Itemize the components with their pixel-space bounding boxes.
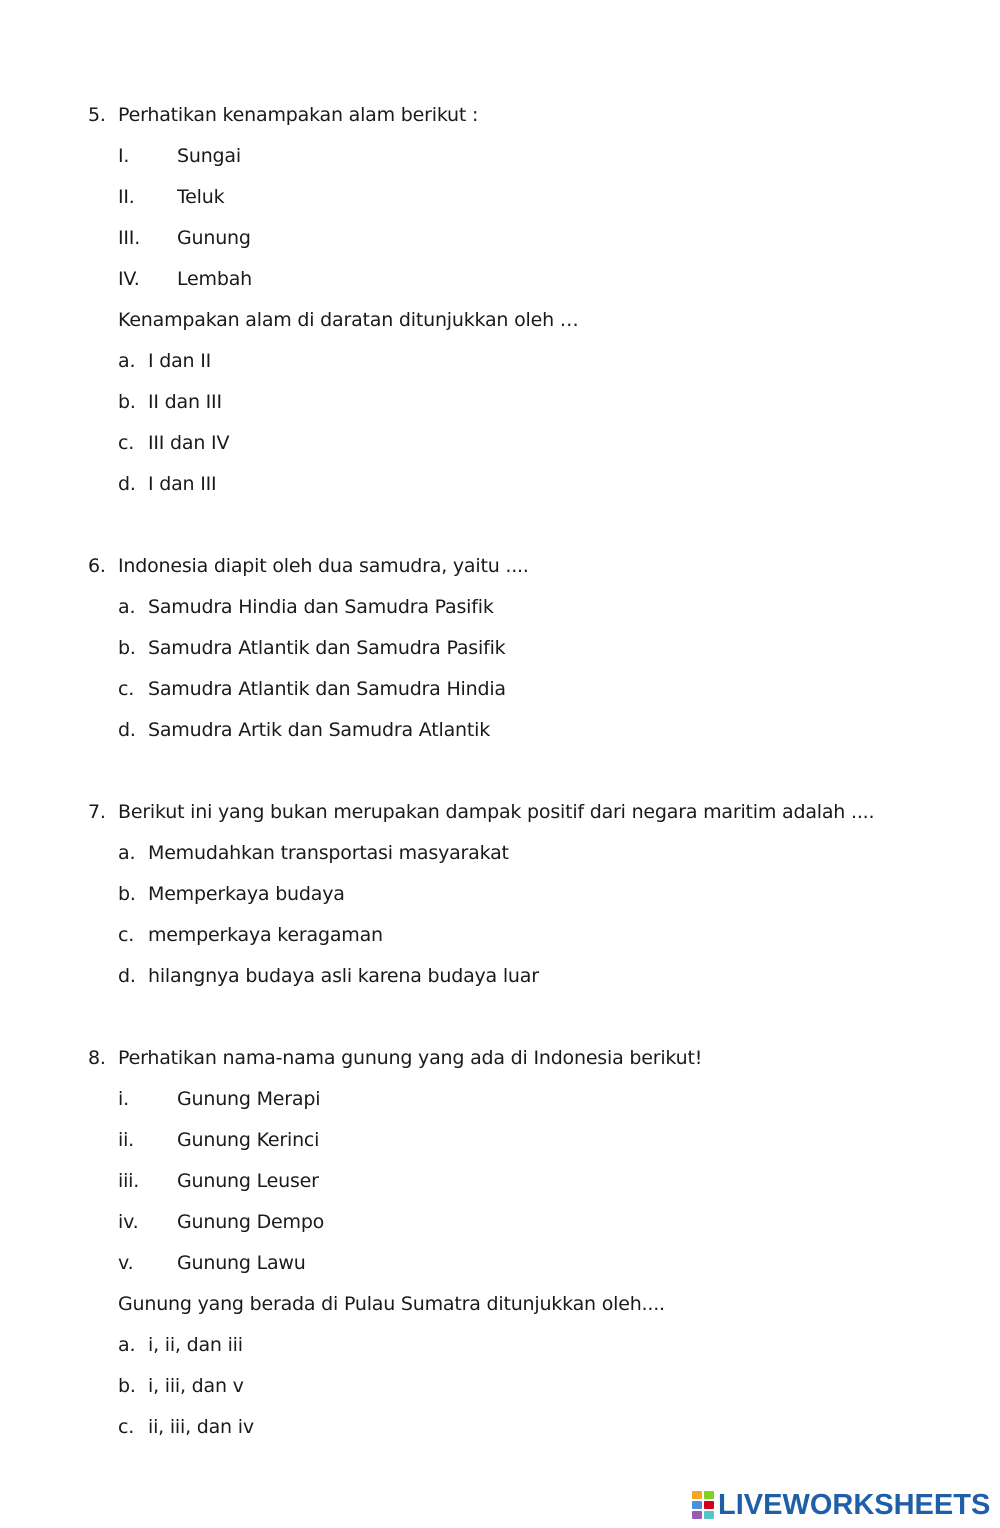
question-number: 5. [88,104,106,126]
item-text: Teluk [177,186,225,208]
item-text: Lembah [177,268,252,290]
option-label: d. [118,719,136,741]
question-text: Perhatikan nama-nama gunung yang ada di Indonesia berikut! [118,1047,703,1069]
option-label: b. [118,1375,136,1397]
item-text: Gunung [177,227,251,249]
item-text: Gunung Dempo [177,1211,325,1233]
option-label: c. [118,924,135,946]
option-text: Samudra Hindia dan Samudra Pasifik [148,596,494,618]
liveworksheets-logo [692,1488,990,1522]
option-text: i, iii, dan v [148,1375,244,1397]
item-mark: IV. [118,268,140,290]
option-label: c. [118,1416,135,1438]
option-text: II dan III [148,391,222,413]
item-mark: ii. [118,1129,134,1151]
item-mark: I. [118,145,130,167]
liveworksheets-wordmark: LIVEWORKSHEETS [718,1489,991,1521]
option-label: a. [118,1334,136,1356]
option-label: c. [118,432,135,454]
option-text: i, ii, dan iii [148,1334,243,1356]
option-text: Memudahkan transportasi masyarakat [148,842,509,864]
option-text: hilangnya budaya asli karena budaya luar [148,965,539,987]
option-text: Memperkaya budaya [148,883,345,905]
item-mark: v. [118,1252,134,1274]
logo-tile [704,1501,714,1509]
item-text: Gunung Kerinci [177,1129,320,1151]
option-label: a. [118,842,136,864]
logo-tile [704,1491,714,1499]
logo-tile [692,1501,702,1509]
question-number: 6. [88,555,106,577]
item-mark: iii. [118,1170,140,1192]
question-text: Indonesia diapit oleh dua samudra, yaitu .... [118,555,529,577]
option-label: c. [118,678,135,700]
option-label: d. [118,965,136,987]
item-text: Gunung Merapi [177,1088,321,1110]
option-text: Samudra Atlantik dan Samudra Pasifik [148,637,506,659]
logo-tile [704,1511,714,1519]
logo-tile [692,1491,702,1499]
option-label: b. [118,637,136,659]
option-label: b. [118,391,136,413]
question-prompt: Gunung yang berada di Pulau Sumatra ditunjukkan oleh.... [118,1293,665,1315]
question-prompt: Kenampakan alam di daratan ditunjukkan oleh … [118,309,579,331]
item-text: Gunung Lawu [177,1252,306,1274]
option-label: b. [118,883,136,905]
question-number: 7. [88,801,106,823]
option-text: Samudra Atlantik dan Samudra Hindia [148,678,506,700]
question-text: Berikut ini yang bukan merupakan dampak positif dari negara maritim adalah .... [118,801,875,823]
item-text: Sungai [177,145,241,167]
option-text: III dan IV [148,432,230,454]
item-mark: II. [118,186,135,208]
option-text: ii, iii, dan iv [148,1416,254,1438]
item-mark: i. [118,1088,129,1110]
logo-tile [692,1511,702,1519]
item-mark: III. [118,227,141,249]
question-number: 8. [88,1047,106,1069]
option-label: a. [118,596,136,618]
option-text: I dan III [148,473,217,495]
option-text: memperkaya keragaman [148,924,383,946]
liveworksheets-mark-icon [692,1491,714,1519]
option-text: I dan II [148,350,212,372]
item-text: Gunung Leuser [177,1170,319,1192]
question-text: Perhatikan kenampakan alam berikut : [118,104,479,126]
option-text: Samudra Artik dan Samudra Atlantik [148,719,490,741]
item-mark: iv. [118,1211,139,1233]
option-label: d. [118,473,136,495]
option-label: a. [118,350,136,372]
